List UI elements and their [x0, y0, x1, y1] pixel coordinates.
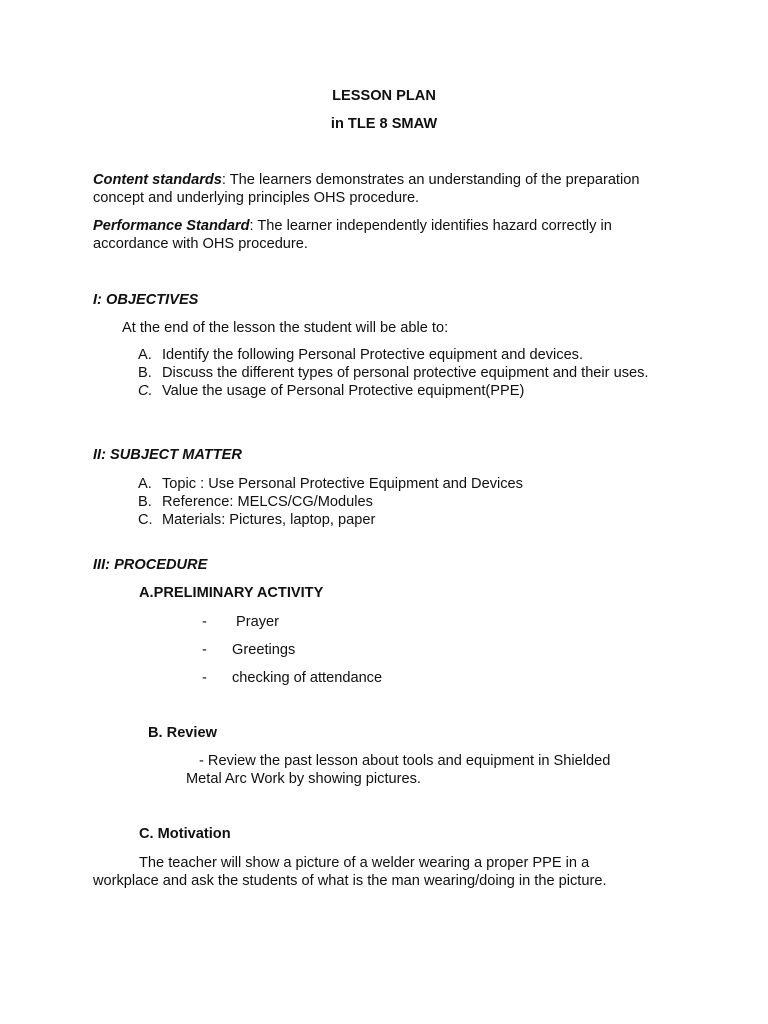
list-marker: C. — [138, 383, 153, 399]
list-item-text: Reference: MELCS/CG/Modules — [162, 494, 373, 510]
motivation-text-line-1: The teacher will show a picture of a welder wearing a proper PPE in a — [139, 855, 590, 871]
document-subtitle: in TLE 8 SMAW — [330, 116, 438, 132]
list-item-text: Topic : Use Personal Protective Equipment and Devices — [162, 476, 523, 492]
list-item-text: Prayer — [232, 614, 280, 630]
performance-standard-text: : The learner independently identifies hazard correctly in accordance with OHS procedure. — [93, 218, 612, 252]
subject-matter-heading: II: SUBJECT MATTER — [93, 447, 242, 463]
content-standards-label: Content standards — [93, 172, 222, 188]
list-item — [138, 493, 658, 511]
list-item-text: checking of attendance — [232, 670, 383, 686]
content-standards-text: : The learners demonstrates an understanding of the preparation concept and underlying principles OHS procedure. — [93, 172, 640, 206]
list-marker: C. — [138, 512, 153, 528]
list-item — [138, 382, 658, 400]
list-item — [138, 364, 658, 382]
list-marker: B. — [138, 494, 152, 510]
list-item-text: Materials: Pictures, laptop, paper — [162, 512, 376, 528]
list-dash: - — [202, 642, 207, 658]
list-dash: - — [202, 614, 207, 630]
list-item-text: Identify the following Personal Protective equipment and devices. — [162, 347, 584, 363]
objectives-heading: I: OBJECTIVES — [93, 292, 199, 308]
performance-standard-label: Performance Standard — [93, 218, 250, 234]
objectives-list — [138, 346, 658, 400]
review-text-line-2: Metal Arc Work by showing pictures. — [186, 771, 421, 787]
review-text-line-1: - Review the past lesson about tools and equipment in Shielded — [199, 753, 611, 769]
procedure-heading: III: PROCEDURE — [93, 557, 208, 573]
motivation-text-line-2: workplace and ask the students of what is the man wearing/doing in the picture. — [93, 873, 607, 889]
list-marker: A. — [138, 347, 152, 363]
list-dash: - — [202, 670, 207, 686]
list-item — [138, 475, 658, 493]
list-item-text: Discuss the different types of personal protective equipment and their uses. — [162, 365, 649, 381]
list-marker: A. — [138, 476, 152, 492]
list-marker: B. — [138, 365, 152, 381]
document-title: LESSON PLAN — [332, 88, 436, 104]
objectives-intro: At the end of the lesson the student will be able to: — [122, 320, 449, 336]
performance-standard-paragraph — [93, 217, 683, 253]
subject-matter-list — [138, 475, 658, 529]
preliminary-activity-heading: A.PRELIMINARY ACTIVITY — [139, 585, 324, 601]
list-item — [138, 511, 658, 529]
content-standards-paragraph — [93, 171, 683, 207]
review-heading: B. Review — [148, 725, 217, 741]
list-item-text: Value the usage of Personal Protective equipment(PPE) — [162, 383, 525, 399]
motivation-heading: C. Motivation — [139, 826, 231, 842]
list-item-text: Greetings — [232, 642, 296, 658]
list-item — [138, 346, 658, 364]
